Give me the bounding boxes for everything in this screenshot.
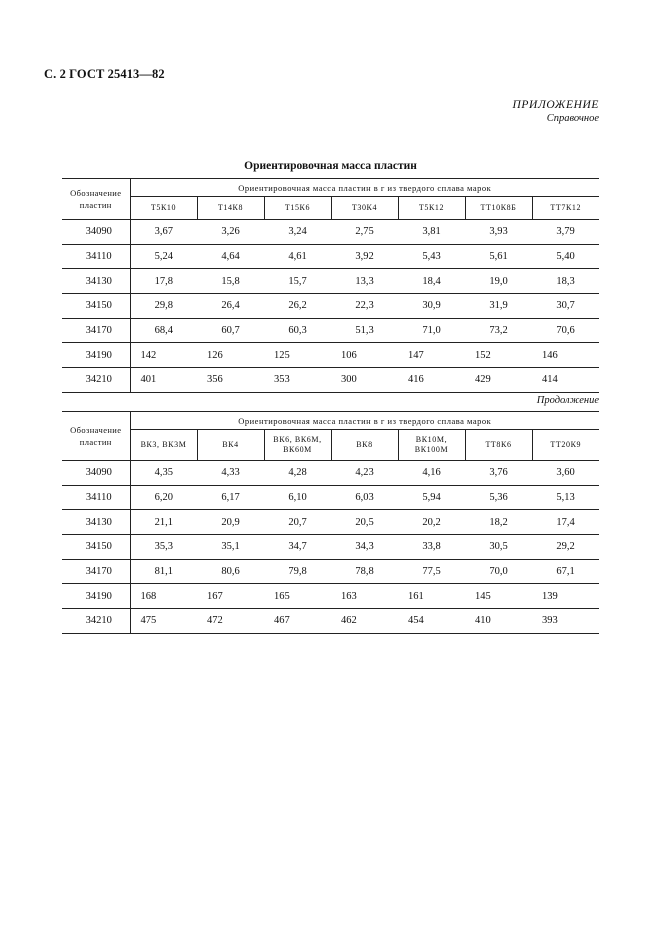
mass-value-cell: 68,4 bbox=[130, 318, 197, 343]
mass-value-cell: 147 bbox=[398, 343, 465, 368]
grade-header: Т15К6 bbox=[264, 197, 331, 220]
mass-value-cell: 34,3 bbox=[331, 535, 398, 560]
table-row bbox=[62, 535, 599, 560]
mass-value-cell: 22,3 bbox=[331, 294, 398, 319]
appendix-label: ПРИЛОЖЕНИЕ bbox=[512, 99, 599, 111]
mass-value-cell: 163 bbox=[331, 584, 398, 609]
mass-value-cell: 26,4 bbox=[197, 294, 264, 319]
grade-header: ВК3, ВК3М bbox=[130, 430, 197, 461]
mass-table-1 bbox=[62, 178, 599, 393]
mass-value-cell: 70,6 bbox=[532, 318, 599, 343]
plate-designation-cell: 34170 bbox=[62, 559, 130, 584]
mass-value-cell: 475 bbox=[130, 609, 197, 634]
grade-header: ВК4 bbox=[197, 430, 264, 461]
mass-value-cell: 139 bbox=[532, 584, 599, 609]
mass-value-cell: 30,7 bbox=[532, 294, 599, 319]
mass-value-cell: 5,94 bbox=[398, 485, 465, 510]
mass-value-cell: 152 bbox=[465, 343, 532, 368]
mass-value-cell: 410 bbox=[465, 609, 532, 634]
mass-value-cell: 3,76 bbox=[465, 461, 532, 486]
table-row bbox=[62, 269, 599, 294]
mass-value-cell: 17,4 bbox=[532, 510, 599, 535]
grade-header: Т14К8 bbox=[197, 197, 264, 220]
mass-value-cell: 30,9 bbox=[398, 294, 465, 319]
mass-value-cell: 3,24 bbox=[264, 220, 331, 245]
mass-value-cell: 106 bbox=[331, 343, 398, 368]
mass-table-2 bbox=[62, 411, 599, 634]
mass-value-cell: 73,2 bbox=[465, 318, 532, 343]
table-row bbox=[62, 609, 599, 634]
mass-value-cell: 3,79 bbox=[532, 220, 599, 245]
table-row bbox=[62, 294, 599, 319]
group-header: Ориентировочная масса пластин в г из твердого сплава марок bbox=[130, 412, 599, 430]
mass-value-cell: 60,3 bbox=[264, 318, 331, 343]
grade-header: ТТ20К9 bbox=[532, 430, 599, 461]
page-header: С. 2 ГОСТ 25413—82 bbox=[44, 67, 165, 81]
mass-value-cell: 80,6 bbox=[197, 559, 264, 584]
mass-value-cell: 70,0 bbox=[465, 559, 532, 584]
mass-value-cell: 21,1 bbox=[130, 510, 197, 535]
mass-value-cell: 165 bbox=[264, 584, 331, 609]
plate-designation-cell: 34130 bbox=[62, 269, 130, 294]
table-row bbox=[62, 318, 599, 343]
mass-value-cell: 393 bbox=[532, 609, 599, 634]
mass-value-cell: 6,20 bbox=[130, 485, 197, 510]
mass-value-cell: 13,3 bbox=[331, 269, 398, 294]
mass-value-cell: 462 bbox=[331, 609, 398, 634]
plate-designation-cell: 34190 bbox=[62, 584, 130, 609]
mass-value-cell: 467 bbox=[264, 609, 331, 634]
grade-header: ТТ7К12 bbox=[532, 197, 599, 220]
grade-header: Т5К10 bbox=[130, 197, 197, 220]
appendix-type: Справочное bbox=[546, 113, 599, 124]
mass-value-cell: 161 bbox=[398, 584, 465, 609]
mass-value-cell: 20,9 bbox=[197, 510, 264, 535]
grade-header: Т5К12 bbox=[398, 197, 465, 220]
table-row bbox=[62, 559, 599, 584]
mass-value-cell: 18,3 bbox=[532, 269, 599, 294]
mass-value-cell: 3,60 bbox=[532, 461, 599, 486]
mass-value-cell: 5,43 bbox=[398, 244, 465, 269]
mass-value-cell: 51,3 bbox=[331, 318, 398, 343]
mass-value-cell: 5,40 bbox=[532, 244, 599, 269]
mass-value-cell: 60,7 bbox=[197, 318, 264, 343]
mass-value-cell: 33,8 bbox=[398, 535, 465, 560]
mass-value-cell: 125 bbox=[264, 343, 331, 368]
plate-designation-cell: 34090 bbox=[62, 461, 130, 486]
plate-designation-cell: 34210 bbox=[62, 609, 130, 634]
mass-value-cell: 78,8 bbox=[331, 559, 398, 584]
mass-value-cell: 77,5 bbox=[398, 559, 465, 584]
grade-header: ТТ10К8Б bbox=[465, 197, 532, 220]
mass-value-cell: 145 bbox=[465, 584, 532, 609]
mass-value-cell: 300 bbox=[331, 368, 398, 393]
plate-designation-cell: 34150 bbox=[62, 294, 130, 319]
mass-value-cell: 20,5 bbox=[331, 510, 398, 535]
mass-value-cell: 26,2 bbox=[264, 294, 331, 319]
mass-value-cell: 15,8 bbox=[197, 269, 264, 294]
table-row bbox=[62, 343, 599, 368]
mass-value-cell: 414 bbox=[532, 368, 599, 393]
mass-value-cell: 71,0 bbox=[398, 318, 465, 343]
plate-designation-cell: 34110 bbox=[62, 485, 130, 510]
mass-value-cell: 472 bbox=[197, 609, 264, 634]
mass-value-cell: 30,5 bbox=[465, 535, 532, 560]
mass-value-cell: 3,67 bbox=[130, 220, 197, 245]
table-row bbox=[62, 584, 599, 609]
mass-value-cell: 19,0 bbox=[465, 269, 532, 294]
mass-value-cell: 3,81 bbox=[398, 220, 465, 245]
mass-value-cell: 4,23 bbox=[331, 461, 398, 486]
table-row bbox=[62, 244, 599, 269]
table-title: Ориентировочная масса пластин bbox=[244, 160, 417, 172]
grade-header: ТТ8К6 bbox=[465, 430, 532, 461]
plate-designation-cell: 34190 bbox=[62, 343, 130, 368]
plate-designation-cell: 34110 bbox=[62, 244, 130, 269]
mass-value-cell: 31,9 bbox=[465, 294, 532, 319]
group-header: Ориентировочная масса пластин в г из твердого сплава марок bbox=[130, 179, 599, 197]
grade-header: ВК8 bbox=[331, 430, 398, 461]
mass-value-cell: 20,2 bbox=[398, 510, 465, 535]
mass-value-cell: 5,24 bbox=[130, 244, 197, 269]
continuation-label: Продолжение bbox=[536, 395, 599, 406]
table-row bbox=[62, 461, 599, 486]
mass-value-cell: 168 bbox=[130, 584, 197, 609]
table-row bbox=[62, 368, 599, 393]
plate-designation-cell: 34090 bbox=[62, 220, 130, 245]
mass-value-cell: 5,36 bbox=[465, 485, 532, 510]
mass-value-cell: 3,26 bbox=[197, 220, 264, 245]
plate-designation-cell: 34210 bbox=[62, 368, 130, 393]
mass-value-cell: 35,3 bbox=[130, 535, 197, 560]
mass-value-cell: 29,2 bbox=[532, 535, 599, 560]
mass-value-cell: 67,1 bbox=[532, 559, 599, 584]
designation-header: Обозначение пластин bbox=[62, 179, 130, 220]
mass-value-cell: 3,92 bbox=[331, 244, 398, 269]
mass-value-cell: 4,64 bbox=[197, 244, 264, 269]
mass-value-cell: 81,1 bbox=[130, 559, 197, 584]
mass-value-cell: 6,03 bbox=[331, 485, 398, 510]
mass-value-cell: 4,61 bbox=[264, 244, 331, 269]
mass-value-cell: 4,35 bbox=[130, 461, 197, 486]
mass-value-cell: 4,33 bbox=[197, 461, 264, 486]
grade-header: ВК6, ВК6М, ВК60М bbox=[264, 430, 331, 461]
mass-value-cell: 4,28 bbox=[264, 461, 331, 486]
mass-value-cell: 454 bbox=[398, 609, 465, 634]
designation-header: Обозначение пластин bbox=[62, 412, 130, 461]
mass-value-cell: 4,16 bbox=[398, 461, 465, 486]
mass-value-cell: 126 bbox=[197, 343, 264, 368]
table-row bbox=[62, 220, 599, 245]
mass-value-cell: 15,7 bbox=[264, 269, 331, 294]
plate-designation-cell: 34130 bbox=[62, 510, 130, 535]
plate-designation-cell: 34170 bbox=[62, 318, 130, 343]
table-row bbox=[62, 510, 599, 535]
mass-value-cell: 401 bbox=[130, 368, 197, 393]
mass-value-cell: 79,8 bbox=[264, 559, 331, 584]
mass-value-cell: 2,75 bbox=[331, 220, 398, 245]
mass-value-cell: 5,61 bbox=[465, 244, 532, 269]
grade-header: ВК10М, ВК100М bbox=[398, 430, 465, 461]
grade-header: Т30К4 bbox=[331, 197, 398, 220]
mass-value-cell: 18,2 bbox=[465, 510, 532, 535]
mass-value-cell: 20,7 bbox=[264, 510, 331, 535]
appendix-block bbox=[513, 98, 599, 126]
mass-value-cell: 5,13 bbox=[532, 485, 599, 510]
mass-value-cell: 353 bbox=[264, 368, 331, 393]
mass-value-cell: 429 bbox=[465, 368, 532, 393]
mass-value-cell: 17,8 bbox=[130, 269, 197, 294]
mass-value-cell: 167 bbox=[197, 584, 264, 609]
mass-value-cell: 6,10 bbox=[264, 485, 331, 510]
mass-value-cell: 35,1 bbox=[197, 535, 264, 560]
mass-value-cell: 416 bbox=[398, 368, 465, 393]
mass-value-cell: 34,7 bbox=[264, 535, 331, 560]
mass-value-cell: 3,93 bbox=[465, 220, 532, 245]
mass-value-cell: 142 bbox=[130, 343, 197, 368]
mass-value-cell: 146 bbox=[532, 343, 599, 368]
table-row bbox=[62, 485, 599, 510]
mass-value-cell: 29,8 bbox=[130, 294, 197, 319]
mass-value-cell: 6,17 bbox=[197, 485, 264, 510]
mass-value-cell: 18,4 bbox=[398, 269, 465, 294]
plate-designation-cell: 34150 bbox=[62, 535, 130, 560]
mass-value-cell: 356 bbox=[197, 368, 264, 393]
